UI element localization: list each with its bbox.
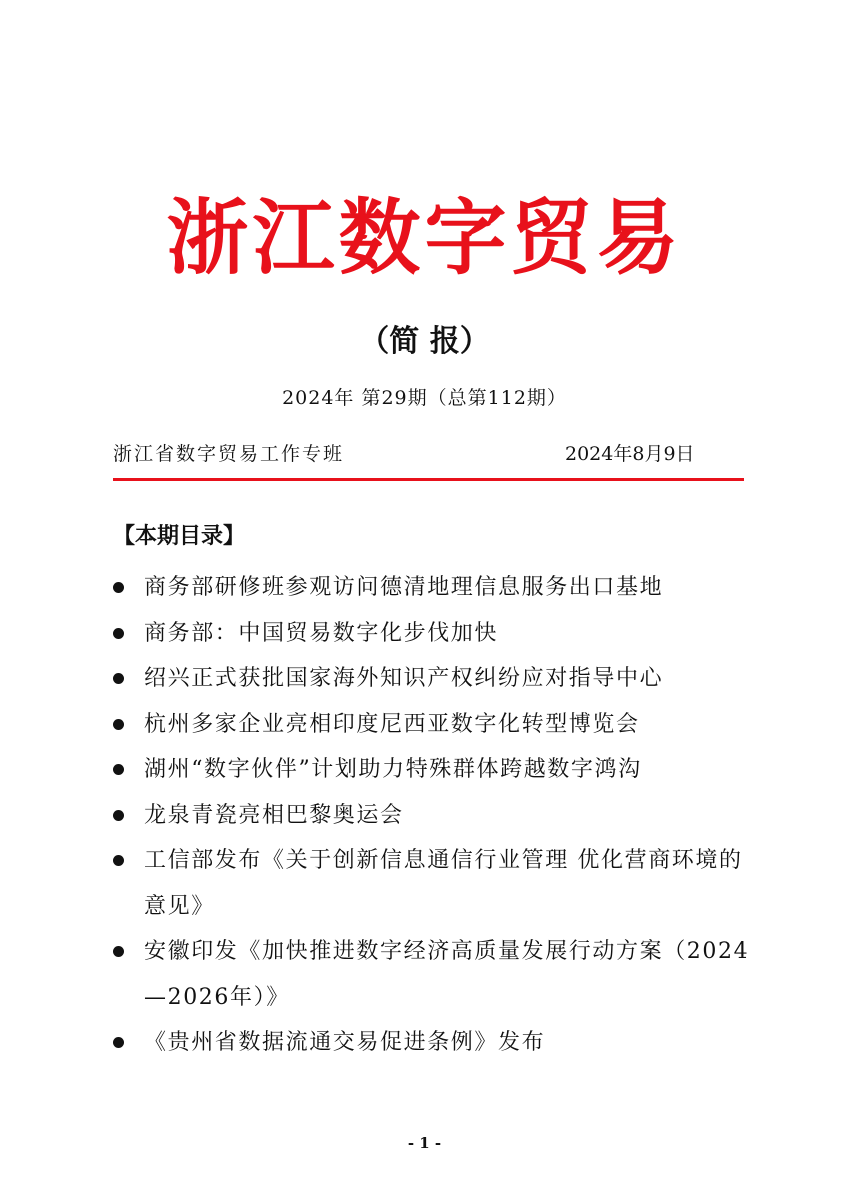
red-divider: [113, 478, 744, 481]
issue-date: 2024年8月9日: [565, 443, 695, 465]
toc-item-text: 安徽印发《加快推进数字经济高质量发展行动方案（2024—2026年）》: [144, 939, 750, 1010]
toc-item: [113, 747, 753, 793]
toc-item: [113, 656, 753, 702]
toc-item: [113, 793, 753, 839]
masthead-title: 浙江数字贸易: [166, 190, 683, 286]
toc-item-text: 工信部发布《关于创新信息通信行业管理 优化营商环境的意见》: [144, 848, 743, 919]
bullet-icon: [113, 628, 124, 639]
table-of-contents: [113, 565, 753, 1066]
bullet-icon: [113, 1037, 124, 1048]
toc-item-text: 龙泉青瓷亮相巴黎奥运会: [144, 802, 404, 828]
toc-item: [113, 611, 753, 657]
bullet-icon: [113, 673, 124, 684]
bullet-icon: [113, 719, 124, 730]
toc-item: [113, 565, 753, 611]
toc-item-text: 商务部研修班参观访问德清地理信息服务出口基地: [144, 575, 664, 600]
toc-item-text: 商务部：中国贸易数字化步伐加快: [144, 620, 499, 646]
bulletin-subtitle: （简 报）: [359, 324, 490, 359]
issuing-organization: 浙江省数字贸易工作专班: [113, 443, 345, 465]
toc-item-text: 绍兴正式获批国家海外知识产权纠纷应对指导中心: [144, 666, 664, 691]
toc-item: [113, 702, 753, 748]
bullet-icon: [113, 764, 124, 775]
toc-item-text: 《贵州省数据流通交易促进条例》发布: [144, 1030, 546, 1055]
toc-item-text: 湖州“数字伙伴”计划助力特殊群体跨越数字鸿沟: [144, 757, 642, 782]
bullet-icon: [113, 946, 124, 957]
issue-number: 2024年 第29期（总第112期）: [282, 387, 567, 409]
toc-item: [113, 1020, 753, 1066]
toc-item-text: 杭州多家企业亮相印度尼西亚数字化转型博览会: [144, 711, 640, 737]
toc-item: [113, 929, 753, 1020]
bullet-icon: [113, 810, 124, 821]
bullet-icon: [113, 582, 124, 593]
toc-heading: 【本期目录】: [113, 524, 246, 549]
toc-item: [113, 838, 753, 929]
page-number: - 1 -: [407, 1134, 442, 1152]
bullet-icon: [113, 855, 124, 866]
